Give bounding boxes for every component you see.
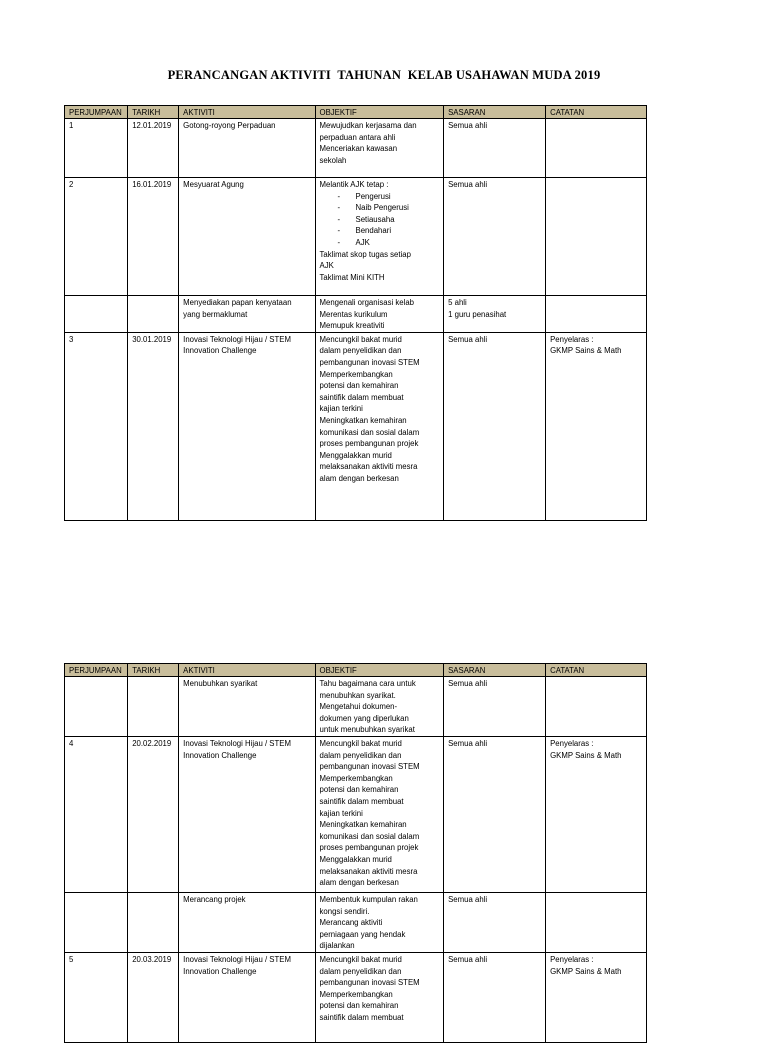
cell-text-line: saintifik dalam membuat xyxy=(319,796,404,806)
bullet-dash-icon: - xyxy=(337,226,341,236)
cell-text-line: Merancang projek xyxy=(183,894,246,904)
cell-text-line: Penyelaras : xyxy=(550,334,594,344)
cell-objektif xyxy=(315,952,444,1042)
header-tarikh: TARIKH xyxy=(128,664,179,677)
bullet-text: Bendahari xyxy=(355,226,392,236)
cell-text-line: Membentuk kumpulan rakan xyxy=(319,894,418,904)
cell-text-line: 5 xyxy=(69,954,74,964)
table-row xyxy=(65,736,647,892)
cell-text-line: Penyelaras : xyxy=(550,954,594,964)
cell-text-line: Mengetahui dokumen- xyxy=(319,702,398,712)
cell-catatan xyxy=(546,119,647,178)
cell-text-line: Semua ahli xyxy=(448,738,488,748)
cell-text-line: Memperkembangkan xyxy=(319,773,393,783)
cell-text-line: potensi dan kemahiran xyxy=(319,785,399,795)
cell-text-line: Semua ahli xyxy=(448,334,488,344)
cell-text-line: Inovasi Teknologi Hijau / STEM xyxy=(183,334,291,344)
cell-text-line: proses pembangunan projek xyxy=(319,843,419,853)
cell-text-line: saintifik dalam membuat xyxy=(319,392,404,402)
cell-text-line: melaksanakan aktiviti mesra xyxy=(319,866,418,876)
table-row xyxy=(65,119,647,178)
cell-catatan xyxy=(546,296,647,333)
cell-sasaran xyxy=(444,736,546,892)
cell-text-line: potensi dan kemahiran xyxy=(319,381,399,391)
cell-sasaran xyxy=(444,677,546,737)
cell-tarikh xyxy=(128,892,179,952)
cell-tarikh xyxy=(128,952,179,1042)
cell-catatan xyxy=(546,178,647,296)
cell-text-line: Inovasi Teknologi Hijau / STEM xyxy=(183,738,291,748)
cell-aktiviti xyxy=(179,332,315,520)
cell-text-line: 1 guru penasihat xyxy=(448,309,507,319)
cell-text-line: 1 xyxy=(69,121,74,130)
header-sasaran: SASARAN xyxy=(444,106,546,119)
bullet-item xyxy=(320,202,440,214)
cell-text-line: Menggalakkan murid xyxy=(319,854,392,864)
cell-text-line: Semua ahli xyxy=(448,180,488,189)
cell-text-line: Menceriakan kawasan xyxy=(319,144,398,154)
cell-perjumpaan xyxy=(65,178,128,296)
cell-text-line: potensi dan kemahiran xyxy=(319,1001,399,1011)
cell-text-line: Melantik AJK tetap : xyxy=(319,180,389,189)
bullet-item xyxy=(320,237,440,249)
cell-objektif xyxy=(315,736,444,892)
cell-text-line: Innovation Challenge xyxy=(183,346,257,356)
cell-text-line: komunikasi dan sosial dalam xyxy=(319,427,420,437)
cell-text-line: Menyediakan papan kenyataan xyxy=(183,298,292,307)
cell-text-line: dalam penyelidikan dan xyxy=(319,750,402,760)
cell-text-line: komunikasi dan sosial dalam xyxy=(319,831,420,841)
cell-text-line: GKMP Sains & Math xyxy=(550,346,622,356)
cell-aktiviti xyxy=(179,736,315,892)
header-tarikh: TARIKH xyxy=(128,106,179,119)
header-catatan: CATATAN xyxy=(546,106,647,119)
cell-text-line: saintifik dalam membuat xyxy=(319,1012,404,1022)
cell-text-line: Innovation Challenge xyxy=(183,750,257,760)
cell-tarikh xyxy=(128,332,179,520)
bullet-text: Pengerusi xyxy=(355,191,391,201)
cell-text-line: 30.01.2019 xyxy=(132,334,172,344)
cell-catatan xyxy=(546,736,647,892)
cell-text-line: Inovasi Teknologi Hijau / STEM xyxy=(183,954,291,964)
cell-perjumpaan xyxy=(65,119,128,178)
bullet-dash-icon: - xyxy=(337,203,341,213)
cell-tarikh xyxy=(128,296,179,333)
bullet-text: Naib Pengerusi xyxy=(355,203,409,213)
cell-text-line: pembangunan inovasi STEM xyxy=(319,762,420,772)
cell-text-line: alam dengan berkesan xyxy=(319,473,399,483)
cell-text-line: Mewujudkan kerjasama dan xyxy=(319,121,417,130)
activity-table-2 xyxy=(64,663,647,1043)
table-header-row xyxy=(65,106,647,119)
cell-text-line: Semua ahli xyxy=(448,121,488,130)
cell-perjumpaan xyxy=(65,736,128,892)
cell-text-line: Penyelaras : xyxy=(550,738,594,748)
header-sasaran: SASARAN xyxy=(444,664,546,677)
cell-perjumpaan xyxy=(65,892,128,952)
cell-tarikh xyxy=(128,677,179,737)
cell-text-line: Gotong-royong Perpaduan xyxy=(183,121,276,130)
cell-text-line: 4 xyxy=(69,738,74,748)
cell-text-line: 5 ahli xyxy=(448,298,467,307)
cell-sasaran xyxy=(444,892,546,952)
cell-sasaran xyxy=(444,332,546,520)
cell-catatan xyxy=(546,677,647,737)
cell-text-line: dijalankan xyxy=(319,941,355,951)
cell-text-line: sekolah xyxy=(319,155,347,165)
cell-text-line: Menggalakkan murid xyxy=(319,450,392,460)
cell-objektif xyxy=(315,119,444,178)
table-row xyxy=(65,332,647,520)
cell-text-line: melaksanakan aktiviti mesra xyxy=(319,462,418,472)
cell-text-line: 12.01.2019 xyxy=(132,121,172,130)
cell-text-line: kajian terkini xyxy=(319,808,363,818)
header-perjumpaan: PERJUMPAAN xyxy=(65,106,128,119)
bullet-dash-icon: - xyxy=(337,191,341,201)
cell-text-line: 20.03.2019 xyxy=(132,954,172,964)
cell-perjumpaan xyxy=(65,296,128,333)
bullet-dash-icon: - xyxy=(337,214,341,224)
cell-text-line: yang bermaklumat xyxy=(183,309,248,319)
cell-sasaran xyxy=(444,296,546,333)
cell-text-line: AJK xyxy=(319,261,334,271)
header-catatan: CATATAN xyxy=(546,664,647,677)
table-row xyxy=(65,296,647,333)
cell-text-line: perpaduan antara ahli xyxy=(319,132,396,142)
header-perjumpaan: PERJUMPAAN xyxy=(65,664,128,677)
table-row xyxy=(65,892,647,952)
cell-text-line: 3 xyxy=(69,334,74,344)
cell-tarikh xyxy=(128,178,179,296)
cell-text-line: Memperkembangkan xyxy=(319,369,393,379)
header-objektif: OBJEKTIF xyxy=(315,106,444,119)
cell-tarikh xyxy=(128,119,179,178)
cell-text-line: Meningkatkan kemahiran xyxy=(319,820,407,830)
bullet-item xyxy=(320,214,440,226)
cell-text-line: dalam penyelidikan dan xyxy=(319,346,402,356)
cell-text-line: Taklimat Mini KITH xyxy=(319,272,385,282)
cell-text-line: pembangunan inovasi STEM xyxy=(319,357,420,367)
cell-tarikh xyxy=(128,736,179,892)
bullet-item xyxy=(320,191,440,203)
cell-text-line: Mengenali organisasi kelab xyxy=(319,298,415,307)
cell-text-line: dokumen yang diperlukan xyxy=(319,713,409,723)
cell-text-line: pembangunan inovasi STEM xyxy=(319,978,420,988)
cell-text-line: Semua ahli xyxy=(448,679,488,688)
cell-sasaran xyxy=(444,119,546,178)
cell-text-line: Mencungkil bakat murid xyxy=(319,334,402,344)
cell-text-line: Taklimat skop tugas setiap xyxy=(319,249,411,259)
cell-aktiviti xyxy=(179,952,315,1042)
cell-text-line: kongsi sendiri. xyxy=(319,906,370,916)
document-title: PERANCANGAN AKTIVITI TAHUNAN KELAB USAHAWAN MUDA 2019 xyxy=(167,68,601,82)
bullet-item xyxy=(320,225,440,237)
activity-table-1 xyxy=(64,105,647,521)
cell-perjumpaan xyxy=(65,677,128,737)
cell-text-line: dalam penyelidikan dan xyxy=(319,966,402,976)
cell-perjumpaan xyxy=(65,952,128,1042)
header-aktiviti: AKTIVITI xyxy=(179,664,315,677)
cell-text-line: untuk menubuhkan syarikat xyxy=(319,725,415,735)
bullet-text: AJK xyxy=(355,237,370,247)
cell-sasaran xyxy=(444,952,546,1042)
cell-text-line: Memperkembangkan xyxy=(319,989,393,999)
header-aktiviti: AKTIVITI xyxy=(179,106,315,119)
cell-text-line: 20.02.2019 xyxy=(132,738,172,748)
cell-text-line: perniagaan yang hendak xyxy=(319,929,406,939)
cell-text-line: kajian terkini xyxy=(319,404,363,414)
cell-text-line: Semua ahli xyxy=(448,954,488,964)
cell-text-line: menubuhkan syarikat. xyxy=(319,690,396,700)
cell-text-line: Mencungkil bakat murid xyxy=(319,954,402,964)
table-row xyxy=(65,178,647,296)
cell-objektif xyxy=(315,892,444,952)
cell-aktiviti xyxy=(179,677,315,737)
cell-text-line: GKMP Sains & Math xyxy=(550,966,622,976)
cell-sasaran xyxy=(444,178,546,296)
cell-objektif xyxy=(315,677,444,737)
cell-aktiviti xyxy=(179,119,315,178)
table-row xyxy=(65,952,647,1042)
cell-text-line: GKMP Sains & Math xyxy=(550,750,622,760)
cell-text-line: Mencungkil bakat murid xyxy=(319,738,402,748)
cell-text-line: 16.01.2019 xyxy=(132,180,172,189)
cell-text-line: Tahu bagaimana cara untuk xyxy=(319,679,416,688)
cell-text-line: Merentas kurikulum xyxy=(319,309,388,319)
bullet-dash-icon: - xyxy=(337,237,341,247)
cell-perjumpaan xyxy=(65,332,128,520)
cell-objektif xyxy=(315,296,444,333)
cell-text-line: Memupuk kreativiti xyxy=(319,321,385,331)
bullet-text: Setiausaha xyxy=(355,214,395,224)
cell-objektif xyxy=(315,332,444,520)
cell-catatan xyxy=(546,952,647,1042)
cell-text-line: proses pembangunan projek xyxy=(319,439,419,449)
cell-aktiviti xyxy=(179,178,315,296)
cell-text-line: Mesyuarat Agung xyxy=(183,180,244,189)
cell-aktiviti xyxy=(179,892,315,952)
cell-text-line: Menubuhkan syarikat xyxy=(183,679,258,688)
cell-text-line: alam dengan berkesan xyxy=(319,878,399,888)
cell-text-line: Innovation Challenge xyxy=(183,966,257,976)
table-header-row xyxy=(65,664,647,677)
cell-catatan xyxy=(546,332,647,520)
cell-text-line: 2 xyxy=(69,180,74,189)
cell-catatan xyxy=(546,892,647,952)
cell-text-line: Merancang aktiviti xyxy=(319,918,383,928)
table-row xyxy=(65,677,647,737)
header-objektif: OBJEKTIF xyxy=(315,664,444,677)
cell-aktiviti xyxy=(179,296,315,333)
cell-text-line: Meningkatkan kemahiran xyxy=(319,415,407,425)
cell-text-line: Semua ahli xyxy=(448,894,488,904)
cell-objektif xyxy=(315,178,444,296)
